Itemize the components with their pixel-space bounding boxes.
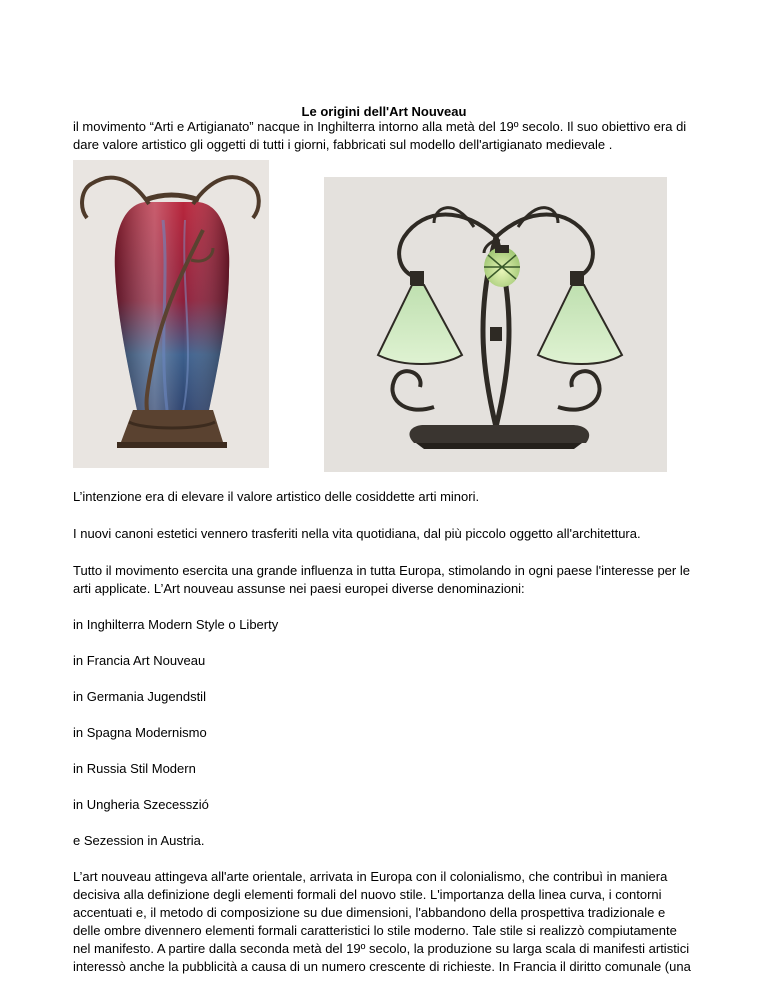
art-nouveau-vase-photo	[73, 160, 269, 468]
art-nouveau-lamp-photo	[324, 177, 667, 472]
denomination-item: in Inghilterra Modern Style o Liberty	[73, 617, 279, 632]
paragraph-3: Tutto il movimento esercita una grande influenza in tutta Europa, stimolando in ogni paese l'interesse per le arti applicate. L’Art nouveau assunse nei paesi europei diverse denominazioni:	[73, 563, 690, 596]
denomination-item: in Francia Art Nouveau	[73, 653, 206, 668]
denomination-item: e Sezession in Austria.	[73, 833, 205, 848]
denomination-item: in Germania Jugendstil	[73, 689, 206, 704]
intro-paragraph: il movimento “Arti e Artigianato” nacque in Inghilterra intorno alla metà del 19º secolo. Il suo obiettivo era di dare valore artistico gli oggetti di tutti i giorni, fabbricati sul modello dell'artigianato medievale .	[73, 119, 687, 152]
paragraph-2: I nuovi canoni estetici vennero trasferiti nella vita quotidiana, dal più piccolo oggetto all'architettura.	[73, 526, 641, 541]
denomination-item: in Spagna Modernismo	[73, 725, 207, 740]
paragraph-1: L’intenzione era di elevare il valore artistico delle cosiddette arti minori.	[73, 489, 480, 504]
closing-paragraph: L’art nouveau attingeva all'arte orientale, arrivata in Europa con il colonialismo, che contribuì in maniera decisiva alla definizione degli elementi formali del nuovo stile. L'importanza della linea curva, i contorni accentuati e, il metodo di composizione su due dimensioni, l'abbandono della prospettiva tradizionale e delle ombre divennero elementi formali caratteristici lo stile moderno. Tale stile si realizzò compiutamente nel manifesto. A partire dalla seconda metà del 19º secolo, la produzione su larga scala di manifesti artistici interessò anche la pubblicità a causa di un numero crescente di richieste. In Francia il diritto comunale (una	[73, 869, 691, 974]
denomination-item: in Ungheria Szecesszió	[73, 797, 209, 812]
document-title: Le origini dell'Art Nouveau	[301, 104, 467, 119]
denomination-item: in Russia Stil Modern	[73, 761, 196, 776]
